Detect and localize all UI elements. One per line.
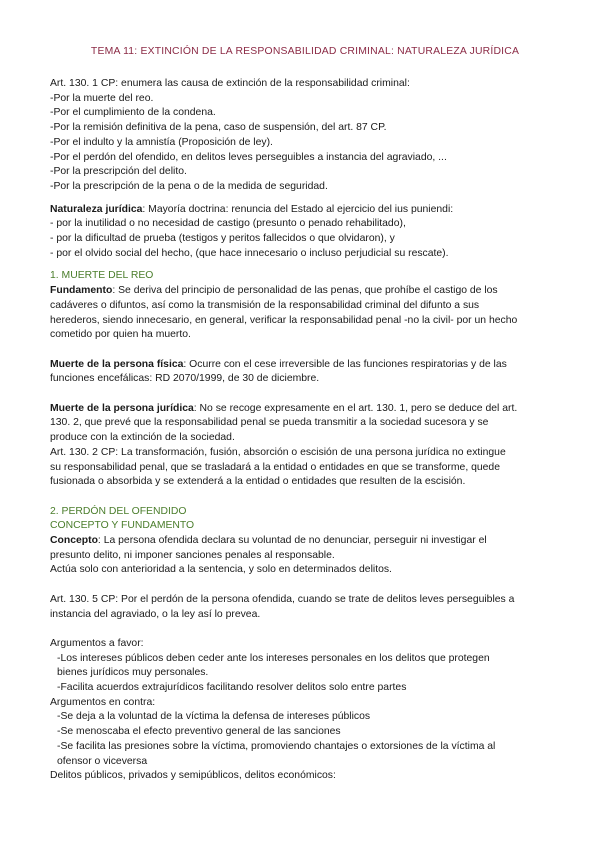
list-item: -Facilita acuerdos extrajurídicos facilitando resolver delitos solo entre partes	[57, 682, 407, 694]
fundamento-line: cadáveres o difuntos, así como la transmisión de la responsabilidad criminal del difunto a sus	[50, 299, 480, 311]
list-item: -Se menoscaba el efecto preventivo general de las sanciones	[57, 726, 341, 738]
list-item: -Por la prescripción del delito.	[50, 166, 187, 178]
concepto-paragraph	[50, 534, 560, 549]
fundamento-label: Fundamento	[50, 285, 113, 297]
favor-heading: Argumentos a favor:	[50, 637, 144, 649]
concepto-label: Concepto	[50, 535, 98, 547]
subsection-heading: CONCEPTO Y FUNDAMENTO	[50, 520, 195, 532]
list-item: - por la dificultad de prueba (testigos y peritos fallecidos o que olvidaron), y	[50, 233, 395, 245]
list-item: -Se facilita las presiones sobre la víctima, promoviendo chantajes o extorsiones de la víctima al	[57, 740, 496, 752]
fundamento-line: cometido por quien ha muerto.	[50, 329, 191, 341]
naturaleza-paragraph	[50, 203, 560, 218]
list-item: -Por la remisión definitiva de la pena, caso de suspensión, del art. 87 CP.	[50, 122, 387, 134]
document-page	[50, 46, 560, 784]
section-heading-muerte: 1. MUERTE DEL REO	[50, 270, 154, 282]
delitos-line: Delitos públicos, privados y semipúblicos, delitos económicos:	[50, 770, 336, 782]
list-item: ofensor o viceversa	[57, 755, 148, 767]
list-item: -Por la prescripción de la pena o de la medida de seguridad.	[50, 180, 328, 192]
fundamento-line: : Se deriva del principio de personalidad de las penas, que prohíbe el castigo de los	[112, 285, 498, 297]
art-line: fusionada o absorbida y se extenderá a la entidad o entidades que resulten de la escisión.	[50, 476, 466, 488]
list-item: -Por el indulto y la amnistía (Proposición de ley).	[50, 136, 273, 148]
juridica-label: Muerte de la persona jurídica	[50, 402, 194, 414]
list-item: -Por la muerte del reo.	[50, 92, 154, 104]
art-line: su responsabilidad penal, que se trasladará a la entidad o entidades en que se transforme, quede	[50, 461, 500, 473]
juridica-line: 130. 2, que prevé que la responsabilidad penal se pueda transmitir a la sociedad sucesora y se	[50, 417, 489, 429]
list-item: -Se deja a la voluntad de la víctima la defensa de intereses públicos	[57, 711, 371, 723]
juridica-line: : No se recoge expresamente en el art. 130. 1, pero se deduce del art.	[193, 402, 518, 414]
fisica-label: Muerte de la persona física	[50, 358, 184, 370]
concepto-line: Actúa solo con anterioridad a la sentencia, y solo en determinados delitos.	[50, 564, 392, 576]
contra-heading: Argumentos en contra:	[50, 696, 156, 708]
list-item: -Por el perdón del ofendido, en delitos leves perseguibles a instancia del agraviado, ...	[50, 151, 447, 163]
section-heading-perdon: 2. PERDÓN DEL OFENDIDO	[50, 505, 187, 517]
list-item: -Los intereses públicos deben ceder ante los intereses personales en los delitos que protegen	[57, 652, 490, 664]
naturaleza-text: : Mayoría doctrina: renuncia del Estado al ejercicio del ius puniendi:	[142, 203, 454, 215]
list-item: bienes jurídicos muy personales.	[57, 667, 209, 679]
art-line: Art. 130. 2 CP: La transformación, fusión, absorción o escisión de una persona jurídica no extingue	[50, 446, 506, 458]
juridica-paragraph	[50, 402, 560, 417]
fisica-line: funciones encefálicas: RD 2070/1999, de 30 de diciembre.	[50, 373, 320, 385]
art-line: Art. 130. 5 CP: Por el perdón de la persona ofendida, cuando se trate de delitos leves perseguibles a	[50, 593, 515, 605]
intro-heading: Art. 130. 1 CP: enumera las causa de extinción de la responsabilidad criminal:	[50, 78, 410, 89]
concepto-line: presunto delito, ni imponer sanciones penales al responsable.	[50, 549, 335, 561]
concepto-line: : La persona ofendida declara su voluntad de no denunciar, perseguir ni investigar el	[97, 535, 487, 547]
list-item: -Por el cumplimiento de la condena.	[50, 107, 216, 119]
naturaleza-label: Naturaleza jurídica	[50, 203, 143, 215]
art-line: instancia del agraviado, o la ley así lo prevea.	[50, 608, 261, 620]
fundamento-line: herederos, siendo innecesario, en general, verificar la responsabilidad penal -no la civil- por un hecho	[50, 314, 518, 326]
page-title: TEMA 11: EXTINCIÓN DE LA RESPONSABILIDAD CRIMINAL: NATURALEZA JURÍDICA	[90, 46, 520, 57]
list-item: - por el olvido social del hecho, (que hace innecesario o incluso perjudicial su rescate).	[50, 247, 449, 259]
fisica-line: : Ocurre con el cese irreversible de las funciones respiratorias y de las	[183, 358, 507, 370]
fundamento-paragraph	[50, 284, 560, 299]
fisica-paragraph	[50, 358, 560, 373]
juridica-line: produce con la extinción de la sociedad.	[50, 432, 235, 444]
list-item: - por la inutilidad o no necesidad de castigo (presunto o penado rehabilitado),	[50, 218, 406, 230]
